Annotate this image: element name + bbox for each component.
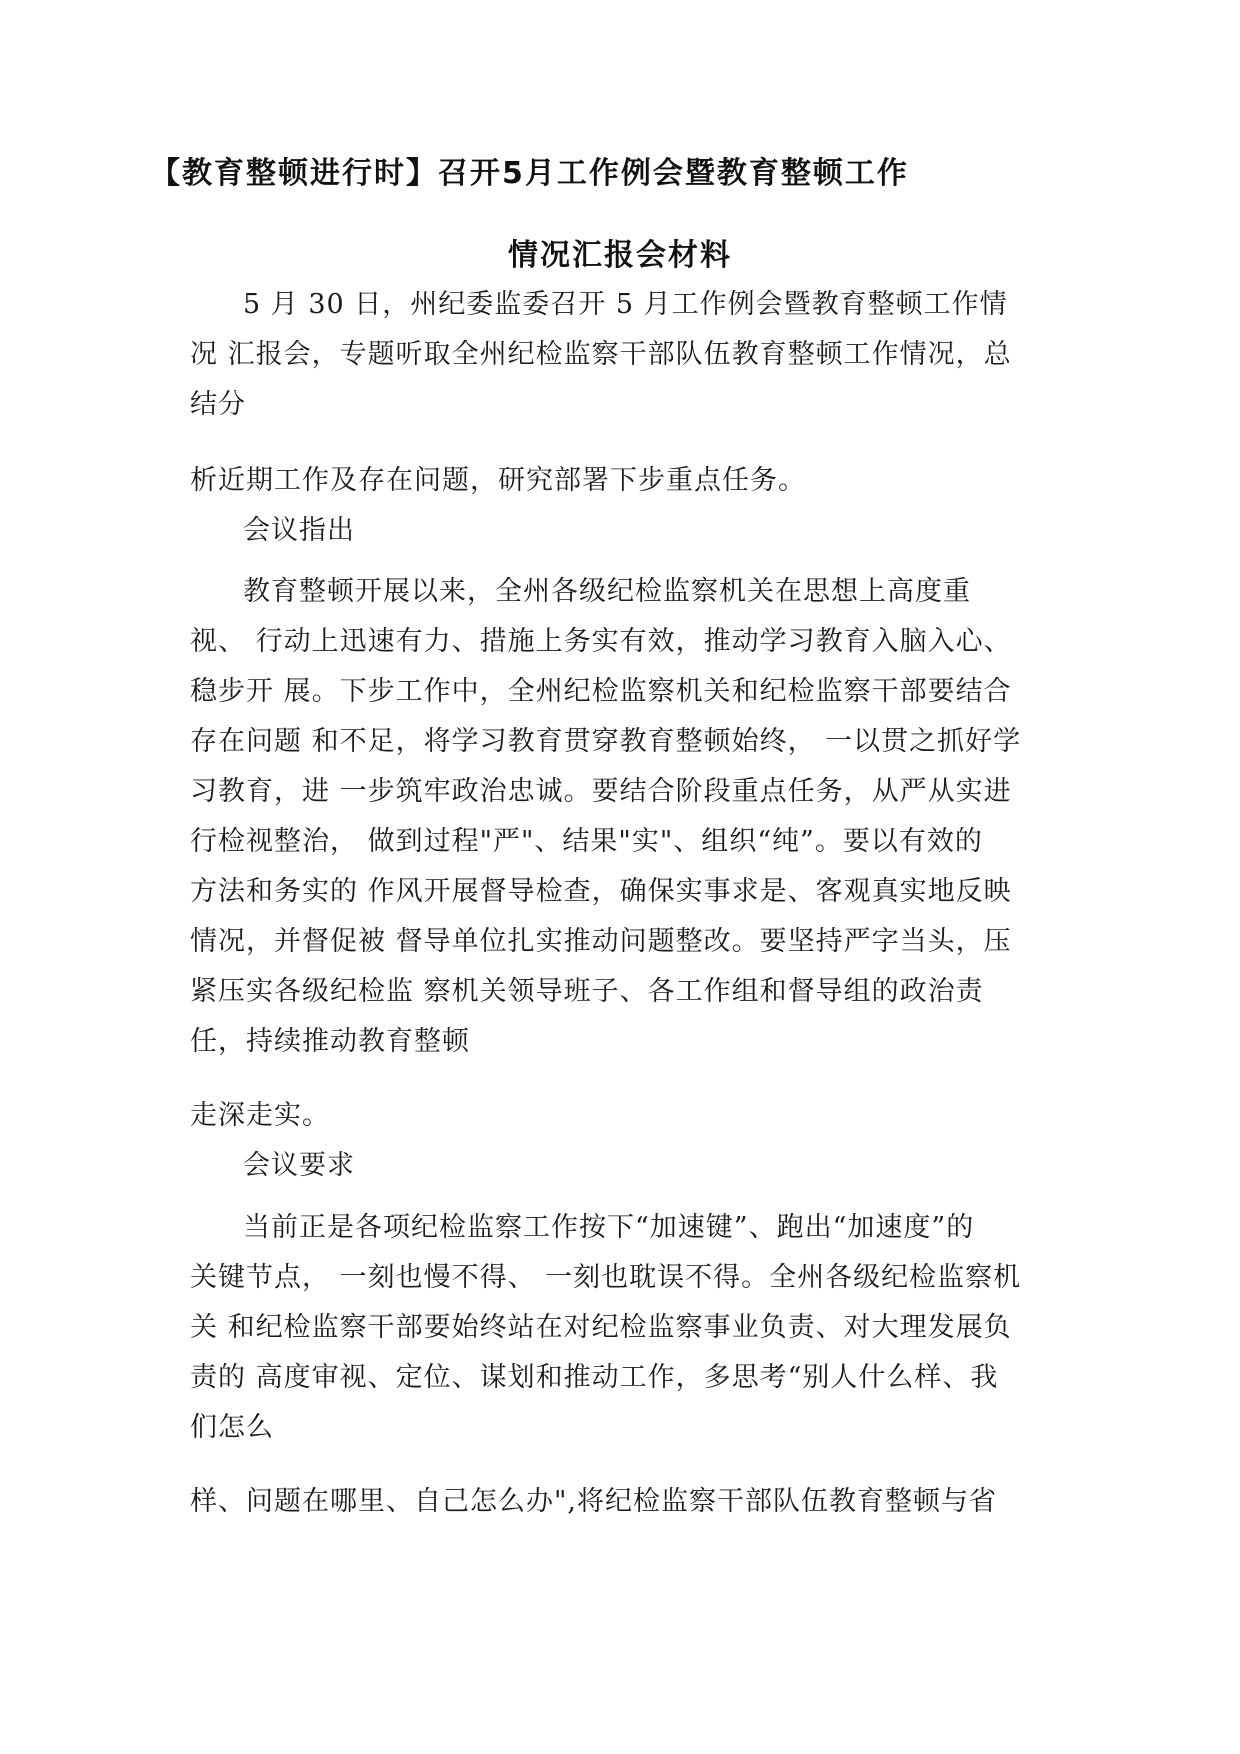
paragraph-line: 任，持续推动教育整顿: [190, 1026, 470, 1057]
paragraph-line: 责的 高度审视、定位、谋划和推动工作，多思考“别人什么样、我: [190, 1362, 999, 1393]
paragraph-line: 样、问题在哪里、自己怎么办",将纪检监察干部队伍教育整顿与省: [190, 1486, 998, 1517]
paragraph-line: 教育整顿开展以来，全州各级纪检监察机关在思想上高度重: [243, 576, 971, 607]
paragraph-line: 走深走实。: [190, 1100, 330, 1131]
document-title-line-1: 【教育整顿进行时】召开5月工作例会暨教育整顿工作: [150, 156, 909, 191]
paragraph-line: 关键节点， 一刻也慢不得、 一刻也耽误不得。全州各级纪检监察机: [190, 1262, 1022, 1293]
paragraph-line: 析近期工作及存在问题，研究部署下步重点任务。: [190, 465, 806, 496]
paragraph-line: 方法和务实的 作风开展督导检查，确保实事求是、客观真实地反映: [190, 876, 1012, 907]
paragraph-line: 当前正是各项纪检监察工作按下“加速键”、跑出“加速度”的: [243, 1212, 975, 1243]
document-title-line-2: 情况汇报会材料: [508, 238, 732, 273]
paragraph-line: 紧压实各级纪检监 察机关领导班子、各工作组和督导组的政治责: [190, 976, 984, 1007]
paragraph-line: 视、 行动上迅速有力、措施上务实有效，推动学习教育入脑入心、: [190, 626, 1012, 657]
paragraph-line: 5 月 30 日，州纪委监委召开 5 月工作例会暨教育整顿工作情: [243, 289, 1008, 320]
paragraph-line: 关 和纪检监察干部要始终站在对纪检监察事业负责、对大理发展负: [190, 1312, 1012, 1343]
paragraph-line: 行检视整治， 做到过程"严"、结果"实"、组织“纯”。要以有效的: [190, 826, 983, 857]
paragraph-line: 存在问题 和不足，将学习教育贯穿教育整顿始终， 一以贯之抓好学: [190, 726, 1022, 757]
paragraph-line: 习教育，进 一步筑牢政治忠诚。要结合阶段重点任务，从严从实进: [190, 776, 1012, 807]
paragraph-line: 结分: [190, 389, 246, 420]
paragraph-line: 稳步开 展。下步工作中，全州纪检监察机关和纪检监察干部要结合: [190, 676, 1012, 707]
paragraph-line: 况 汇报会，专题听取全州纪检监察干部队伍教育整顿工作情况，总: [190, 339, 1012, 370]
section-heading: 会议指出: [243, 515, 355, 546]
paragraph-line: 情况，并督促被 督导单位扎实推动问题整改。要坚持严字当头，压: [190, 926, 1012, 957]
paragraph-line: 们怎么: [190, 1412, 274, 1443]
section-heading: 会议要求: [243, 1150, 355, 1181]
